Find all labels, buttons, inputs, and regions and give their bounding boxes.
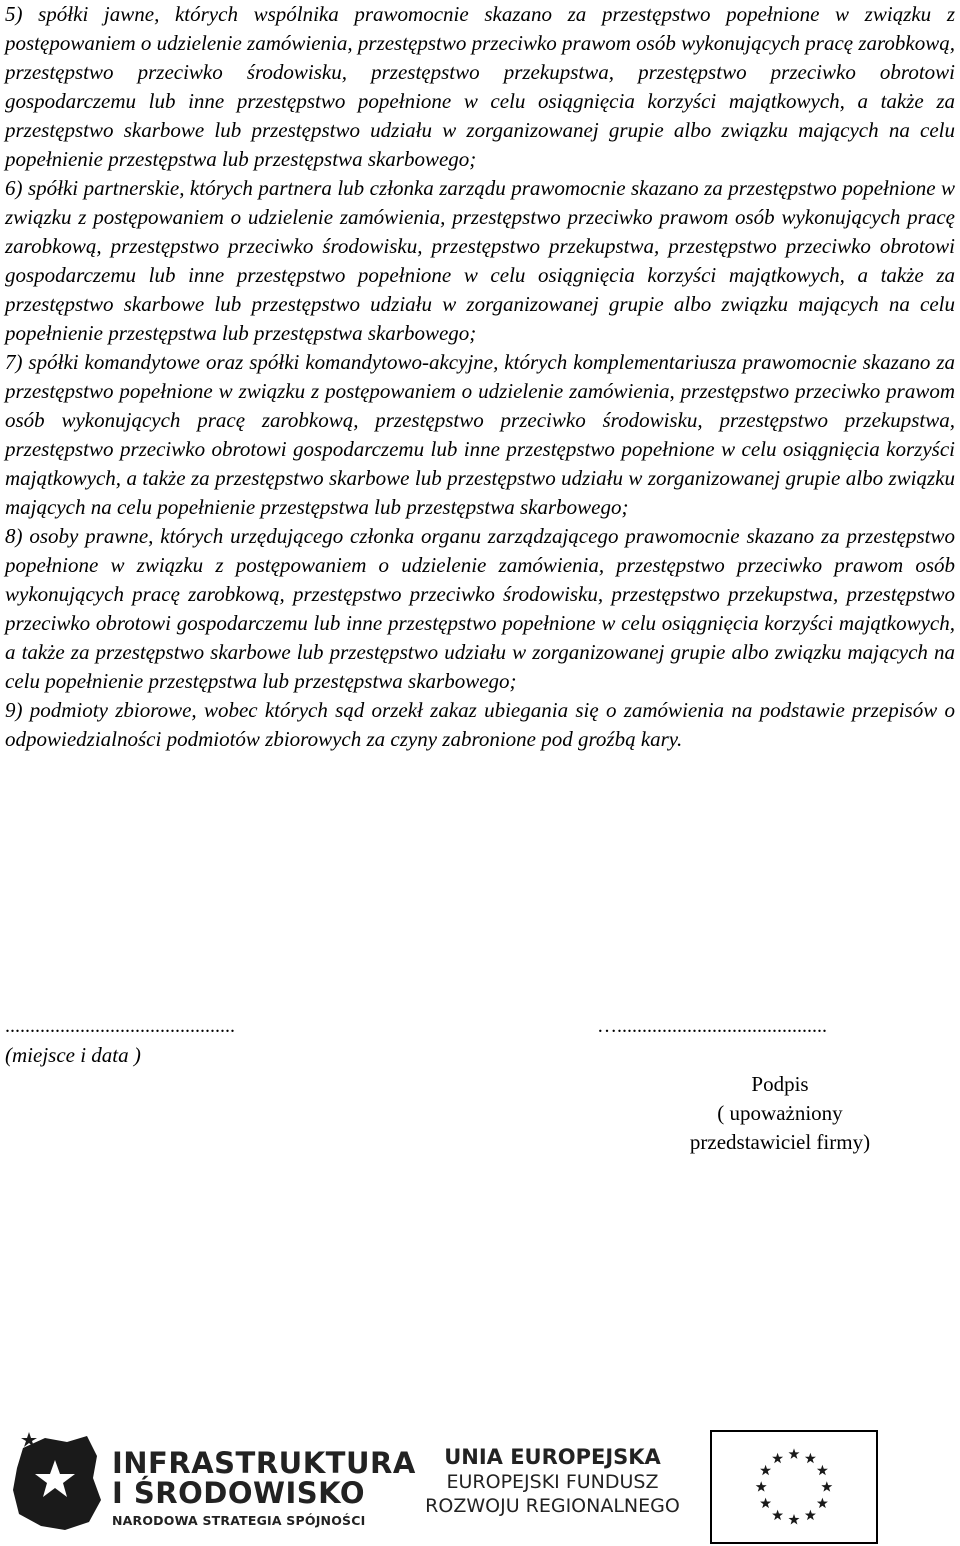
eu-star-icon (772, 1510, 783, 1520)
eu-star-icon (821, 1481, 832, 1491)
infrastructure-logo-icon (5, 1426, 105, 1536)
paragraph-item-6: 6) spółki partnerskie, których partnera lub członka zarządu prawomocnie skazano za przestępstwo popełnione w związku z postępowaniem o udzielenie zamówienia, przestępstwo przeciwko prawom osób wykonujących pracę zarobkową, przestępstwo przeciwko środowisku, przestępstwo przekupstwa, przestępstwo przeciwko obrotowi gospodarczemu lub inne przestępstwo popełnione w celu osiągnięcia korzyści majątkowych, a także za przestępstwo skarbowe lub przestępstwo udziału w zorganizowanej grupie albo związku mających na celu popełnienie przestępstwa lub przestępstwa skarbowego; (5, 176, 955, 345)
signature-area (0, 1012, 960, 1172)
paragraph-item-5: 5) spółki jawne, których wspólnika prawomocnie skazano za przestępstwo popełnione w związku z postępowaniem o udzielenie zamówienia, przestępstwo przeciwko prawom osób wykonujących pracę zarobkową, przestępstwo przeciwko środowisku, przestępstwo przekupstwa, przestępstwo przeciwko obrotowi gospodarczemu lub inne przestępstwo popełnione w celu osiągnięcia korzyści majątkowych, a także za przestępstwo skarbowe lub przestępstwo udziału w zorganizowanej grupie albo związku mających na celu popełnienie przestępstwa lub przestępstwa skarbowego; (5, 2, 955, 171)
authorized-line-1: ( upoważniony (717, 1101, 843, 1125)
place-date-dotted-line: .............................................. (5, 1015, 235, 1037)
eu-line-3: ROZWOJU REGIONALNEGO (425, 1495, 680, 1517)
signature-dotted-line: ….......................................... (597, 1015, 827, 1037)
document-body (5, 0, 955, 754)
infrastructure-line-1: INFRASTRUKTURA (112, 1446, 416, 1480)
footer-logos (0, 1418, 960, 1546)
signature-label: Podpis (751, 1072, 809, 1096)
eu-line-2: EUROPEJSKI FUNDUSZ (446, 1471, 659, 1493)
eu-flag-icon (710, 1430, 878, 1544)
eu-star-icon (788, 1514, 799, 1524)
signature-block (660, 1070, 900, 1157)
eu-star-icon (805, 1453, 816, 1463)
eu-logo-text (410, 1444, 695, 1518)
eu-star-icon (760, 1498, 771, 1508)
eu-star-icon (817, 1498, 828, 1508)
paragraph-item-9: 9) podmioty zbiorowe, wobec których sąd orzekł zakaz ubiegania się o zamówienia na podstawie przepisów o odpowiedzialności podmiotów zbiorowych za czyny zabronione pod groźbą kary. (5, 698, 955, 751)
infrastructure-line-2: I ŚRODOWISKO (112, 1476, 365, 1510)
place-date-label: (miejsce i data ) (5, 1043, 141, 1067)
eu-star-icon (772, 1453, 783, 1463)
infrastructure-logo-text (112, 1448, 416, 1530)
eu-line-1: UNIA EUROPEJSKA (444, 1445, 661, 1469)
eu-star-icon (788, 1448, 799, 1458)
paragraph-item-7: 7) spółki komandytowe oraz spółki komandytowo-akcyjne, których komplementariusza prawomocnie skazano za przestępstwo popełnione w związku z postępowaniem o udzielenie zamówienia, przestępstwo przeciwko prawom osób wykonujących pracę zarobkową, przestępstwo przeciwko środowisku, przestępstwo przekupstwa, przestępstwo przeciwko obrotowi gospodarczemu lub inne przestępstwo popełnione w celu osiągnięcia korzyści majątkowych, a także za przestępstwo skarbowe lub przestępstwo udziału w zorganizowanej grupie albo związku mających na celu popełnienie przestępstwa lub przestępstwa skarbowego; (5, 350, 955, 519)
authorized-line-2: przedstawiciel firmy) (689, 1130, 871, 1154)
paragraph-item-8: 8) osoby prawne, których urzędującego członka organu zarządzającego prawomocnie skazano za przestępstwo popełnione w związku z postępowaniem o udzielenie zamówienia, przestępstwo przeciwko prawom osób wykonujących pracę zarobkową, przestępstwo przeciwko środowisku, przestępstwo przekupstwa, przestępstwo przeciwko obrotowi gospodarczemu lub inne przestępstwo popełnione w celu osiągnięcia korzyści majątkowych, a także za przestępstwo skarbowe lub przestępstwo udziału w zorganizowanej grupie albo związku mających na celu popełnienie przestępstwa lub przestępstwa skarbowego; (5, 524, 955, 693)
eu-star-icon (756, 1481, 767, 1491)
eu-star-icon (817, 1465, 828, 1475)
infrastructure-line-3: NARODOWA STRATEGIA SPÓJNOŚCI (112, 1513, 366, 1528)
eu-star-icon (805, 1510, 816, 1520)
eu-star-icon (760, 1465, 771, 1475)
